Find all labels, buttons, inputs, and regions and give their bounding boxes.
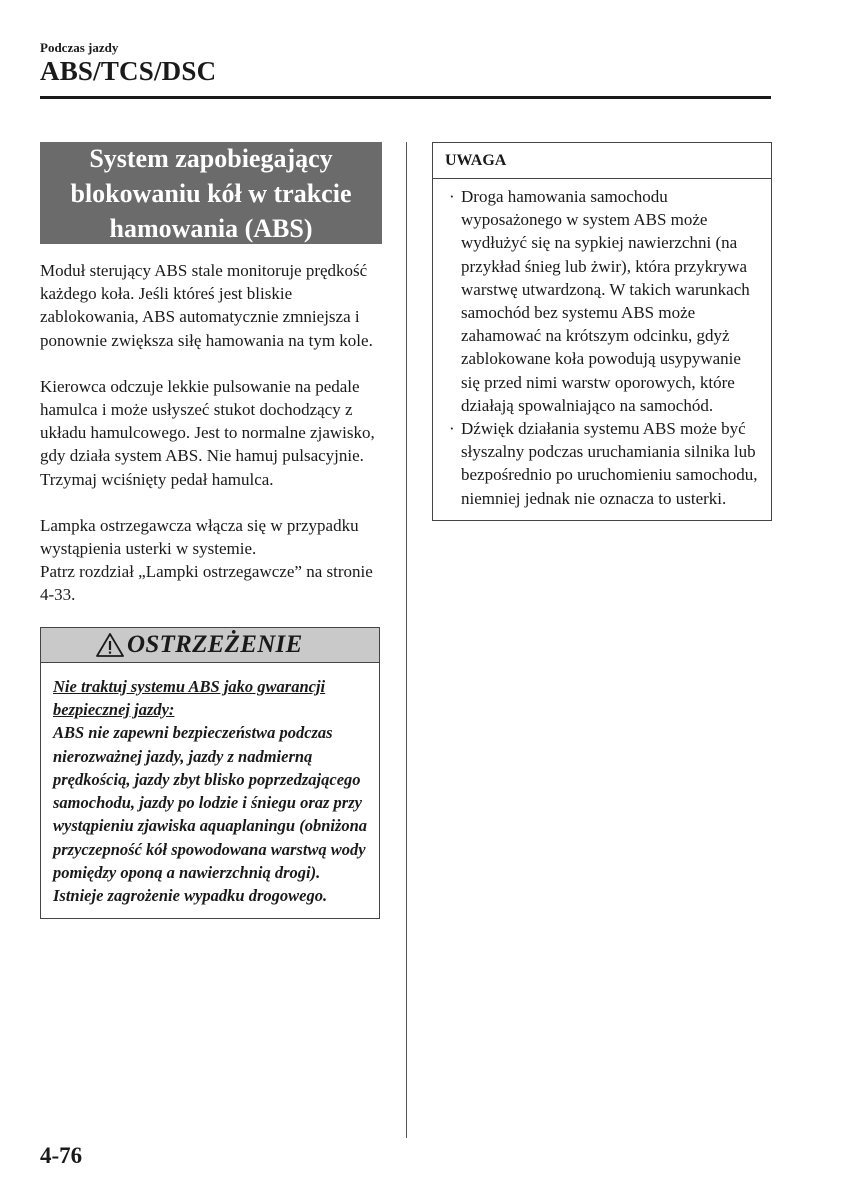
note-body	[433, 179, 771, 520]
warning-triangle-icon	[95, 632, 125, 658]
section-heading-text: System zapobiegający blokowaniu kół w trakcie hamowania (ABS)	[70, 143, 352, 243]
note-title: UWAGA	[445, 151, 507, 169]
header-rule	[40, 96, 771, 99]
section-label: Podczas jazdy	[40, 40, 119, 55]
note-item-text: Droga hamowania samochodu wyposażonego w system ABS może wydłużyć się na sypkiej nawierzchni (na przykład śnieg lub żwir), która przykrywa warstwę utwardzoną. W takich warunkach samochód bez systemu ABS może zahamować na krótszym odcinku, gdyż zablokowane koła powodują usypywanie się przed nimi warstw oporowych, które działają spowalniająco na samochód.	[461, 187, 750, 415]
warning-title: OSTRZEŻENIE	[127, 630, 303, 658]
body-paragraph: Lampka ostrzegawcza włącza się w przypadku wystąpienia usterki w systemie.	[40, 515, 359, 559]
warning-text: ABS nie zapewni bezpieczeństwa podczas nierozważnej jazdy, jazdy z nadmierną prędkością, jazdy zbyt blisko poprzedzającego samochodu, jazdy po lodzie i śniegu oraz przy wystąpieniu zjawiska aquaplaningu (obniżona przyczepność kół spowodowana warstwą wody pomiędzy oponą a nawierzchnią drogi). Istnieje zagrożenie wypadku drogowego.	[53, 723, 368, 906]
body-paragraph: Kierowca odczuje lekkie pulsowanie na pedale hamulca i może usłyszeć stukot dochodzący z układu hamulcowego. Jest to normalne zjawisko, gdy działa system ABS. Nie hamuj pulsacyjnie. Trzymaj wciśnięty pedał hamulca.	[40, 376, 375, 489]
note-header	[433, 143, 771, 179]
bullet-icon: ·	[449, 419, 455, 439]
note-item	[449, 417, 761, 510]
body-paragraph: Moduł sterujący ABS stale monitoruje prędkość każdego koła. Jeśli któreś jest bliskie zablokowania, ABS automatycznie zmniejsza i ponownie zwiększa siłę hamowania na tym kole.	[40, 261, 373, 350]
right-column	[432, 142, 772, 521]
note-item-text: Dźwięk działania systemu ABS może być słyszalny podczas uruchamiania silnika lub bezpośrednio po uruchomieniu samochodu, niemniej jednak nie oznacza to usterki.	[461, 419, 758, 508]
warning-body	[41, 663, 379, 918]
note-item	[449, 185, 761, 417]
chapter-title: ABS/TCS/DSC	[40, 56, 217, 86]
page-number: 4-76	[40, 1143, 83, 1168]
warning-lead: Nie traktuj systemu ABS jako gwarancji bezpiecznej jazdy:	[53, 676, 326, 719]
warning-header	[41, 628, 379, 663]
section-heading	[40, 142, 382, 244]
note-box	[432, 142, 772, 521]
column-divider	[406, 142, 407, 1138]
cross-reference: Patrz rozdział „Lampki ostrzegawcze” na stronie 4-33.	[40, 562, 373, 605]
left-column	[40, 142, 382, 919]
bullet-icon: ·	[449, 187, 455, 206]
warning-box	[40, 627, 380, 919]
